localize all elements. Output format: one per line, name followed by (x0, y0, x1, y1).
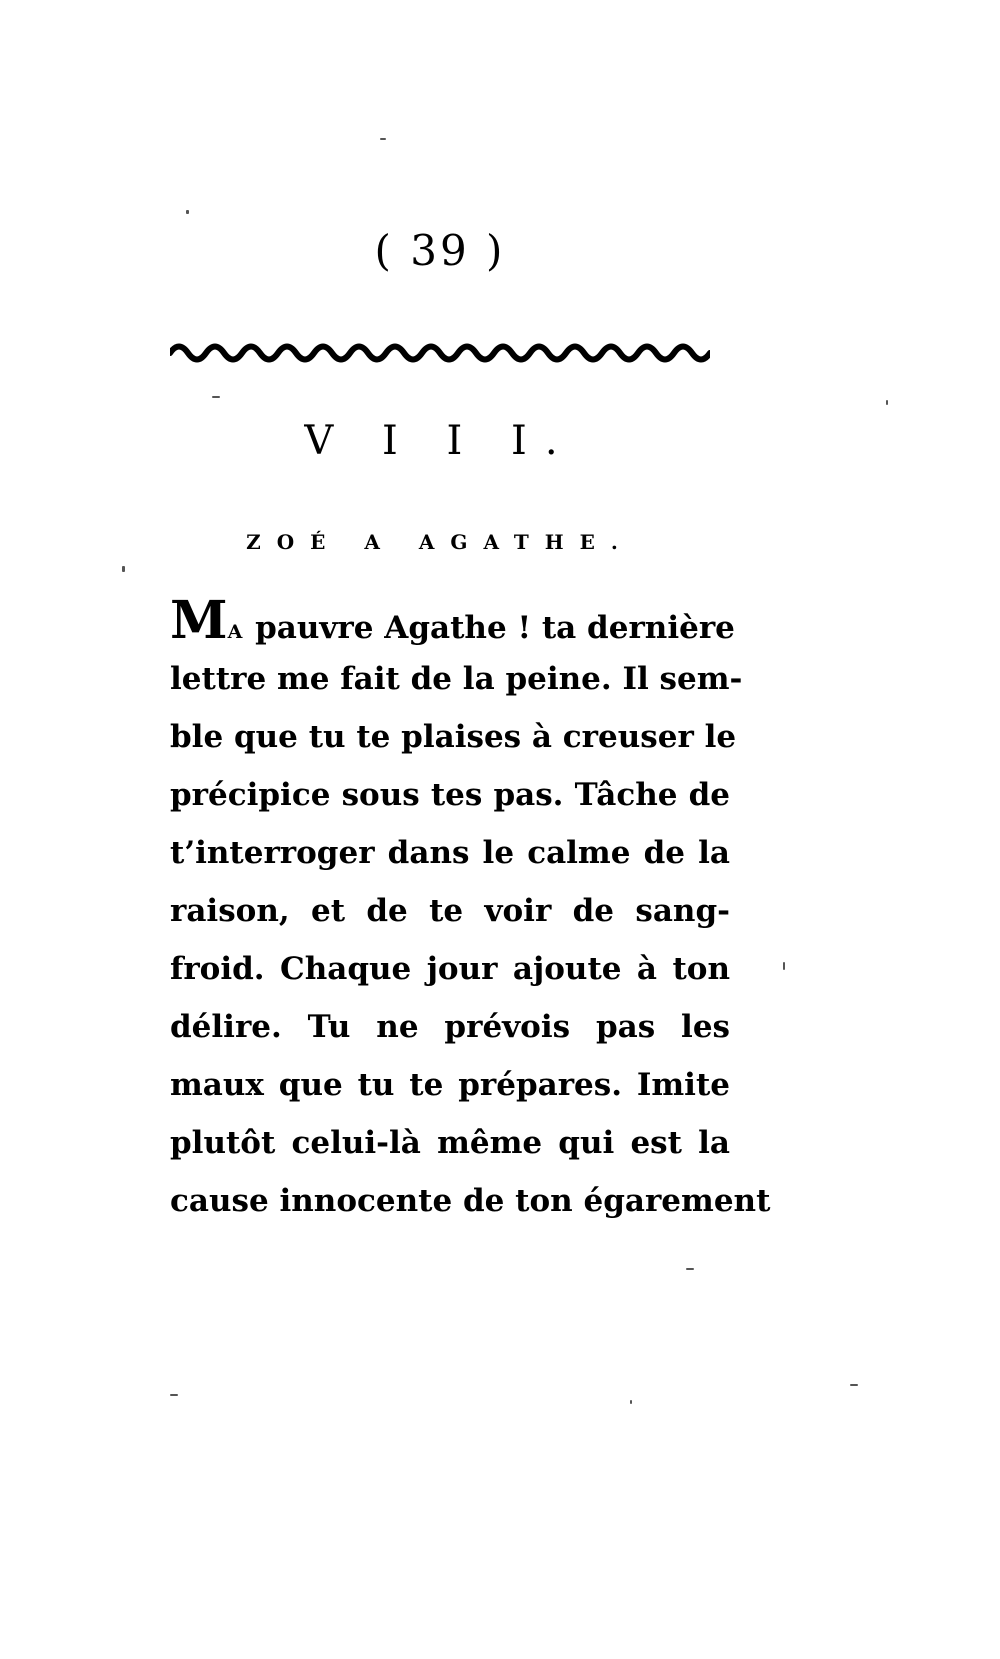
wavy-ornament-divider (170, 336, 710, 370)
letter-body (170, 590, 771, 1230)
body-line-10: plutôt celui-là même qui est la (170, 1125, 730, 1161)
body-line-7: froid. Chaque jour ajoute à ton (170, 951, 730, 987)
drop-cap-continuation: A (227, 621, 245, 643)
drop-cap: M (170, 590, 228, 651)
body-line-5: t’interroger dans le calme de la (170, 835, 730, 871)
body-line-2: lettre me fait de la peine. Il sem- (170, 661, 743, 697)
body-line-6: raison, et de te voir de sang- (170, 893, 730, 929)
scan-speck (783, 962, 785, 970)
letter-heading: ZOÉ A AGATHE. (246, 530, 634, 554)
scan-speck (630, 1400, 632, 1404)
body-line-text: pauvre Agathe ! ta dernière (244, 610, 735, 646)
scan-speck (122, 566, 125, 572)
page-number: ( 39 ) (374, 226, 506, 275)
body-line-1 (170, 590, 735, 651)
scan-speck (212, 396, 220, 398)
scan-speck (186, 210, 189, 214)
chapter-number: V I I I. (304, 418, 576, 464)
body-line-11: cause innocente de ton égarement (170, 1183, 771, 1219)
scan-speck (170, 1394, 178, 1396)
scan-speck (886, 400, 888, 405)
scan-speck (850, 1384, 858, 1386)
body-line-9: maux que tu te prépares. Imite (170, 1067, 730, 1103)
body-line-4: précipice sous tes pas. Tâche de (170, 777, 730, 813)
body-line-8: délire. Tu ne prévois pas les (170, 1009, 730, 1045)
body-line-3: ble que tu te plaises à creuser le (170, 719, 737, 755)
scan-speck (686, 1268, 694, 1270)
scan-speck (380, 138, 386, 140)
